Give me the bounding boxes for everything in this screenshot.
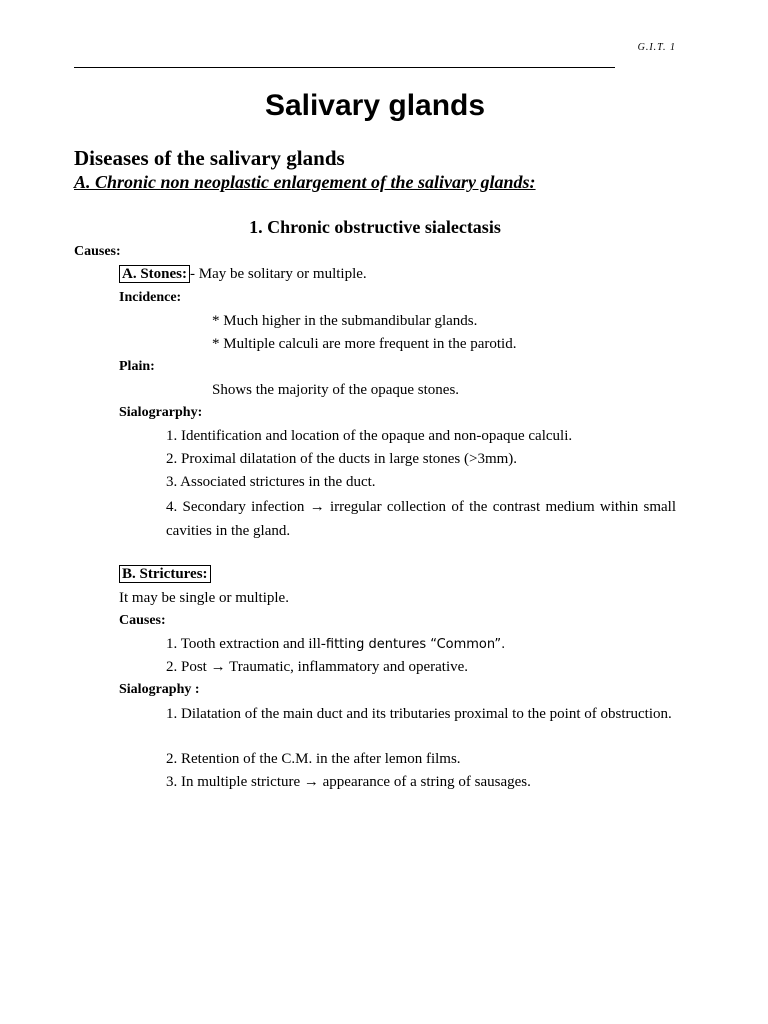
header-rule: [74, 67, 615, 68]
plain-text: Shows the majority of the opaque stones.: [212, 382, 460, 398]
incidence-item-2: * Multiple calculi are more frequent in the parotid.: [212, 336, 517, 352]
stones-label: A. Stones:: [119, 265, 190, 283]
sialography-stones-item-4: 4. Secondary infection → irregular collection of the contrast medium within small cavities in the gland.: [166, 499, 676, 539]
incidence-item-1: * Much higher in the submandibular glands.: [212, 313, 478, 329]
cause-1-tail: fitting dentures “Common”.: [325, 637, 506, 652]
header-code: G.I.T. 1: [637, 42, 676, 53]
strictures-line: [119, 564, 211, 584]
strictures-desc: It may be single or multiple.: [119, 590, 289, 606]
strictures-cause-2: 2. Post → Traumatic, inflammatory and operative.: [166, 659, 469, 675]
plain-label: Plain:: [119, 359, 155, 374]
strictures-cause-1: [166, 634, 505, 655]
sialography-stones-item-2: 2. Proximal dilatation of the ducts in large stones (>3mm).: [166, 451, 518, 467]
cause-1-main: 1. Tooth extraction and ill-: [166, 636, 326, 652]
sialography-label-strictures: Sialography :: [119, 682, 200, 697]
stones-desc: - May be solitary or multiple.: [190, 266, 367, 282]
strictures-causes-label: Causes:: [119, 613, 166, 628]
sialography-strictures-item-3: 3. In multiple stricture → appearance of a string of sausages.: [166, 774, 531, 790]
subsection-heading: A. Chronic non neoplastic enlargement of the salivary glands:: [74, 172, 536, 192]
incidence-label: Incidence:: [119, 290, 182, 305]
sialography-stones-item-1: 1. Identification and location of the opaque and non-opaque calculi.: [166, 428, 573, 444]
page-title: Salivary glands: [264, 89, 486, 122]
section-heading: Diseases of the salivary glands: [74, 146, 345, 170]
sialography-strictures-item-2: 2. Retention of the C.M. in the after lemon films.: [166, 751, 461, 767]
sialography-stones-item-3: 3. Associated strictures in the duct.: [166, 474, 376, 490]
causes-label: Causes:: [74, 244, 121, 259]
topic-heading: 1. Chronic obstructive sialectasis: [249, 217, 501, 237]
stones-line: [119, 264, 367, 284]
sialography-label-stones: Sialograrphy:: [119, 405, 203, 420]
sialography-strictures-item-1: 1. Dilatation of the main duct and its tributaries proximal to the point of obstruction.: [166, 706, 672, 722]
strictures-label: B. Strictures:: [119, 565, 211, 583]
